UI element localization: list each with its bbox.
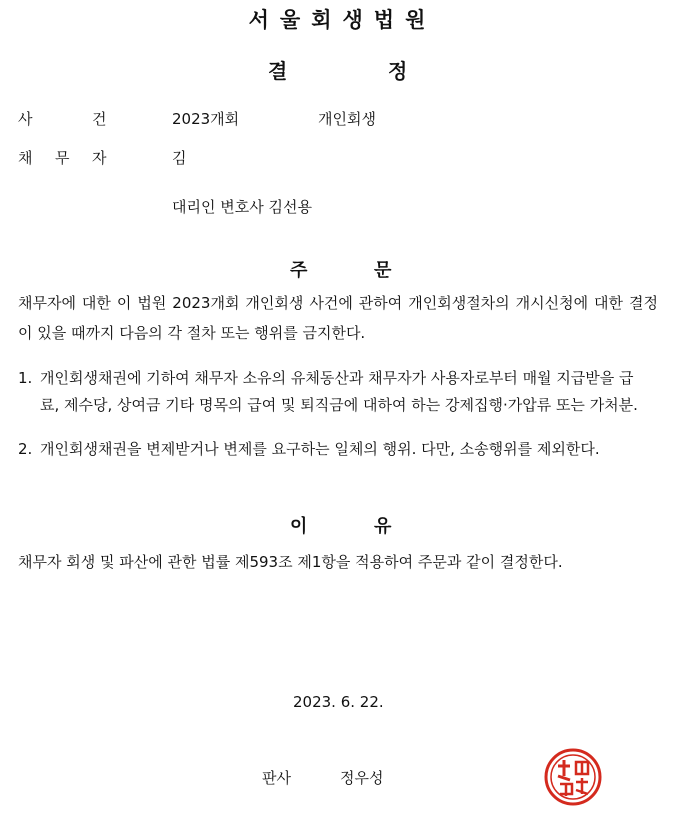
order-heading-part2: 문 [374, 260, 392, 281]
case-label-char-2: 건 [92, 110, 107, 128]
order-body: 채무자에 대한 이 법원 2023개회 개인회생 사건에 관하여 개인회생절차의 개시신청에 대한 결정이 있을 때까지 다음의 각 절차 또는 행위를 금지한다. [18, 294, 658, 342]
debtor-label-char-3: 자 [92, 149, 107, 167]
document-title-part1: 결 [268, 59, 288, 83]
case-number: 2023개회 [172, 110, 240, 128]
judge-name: 정우성 [340, 769, 384, 787]
court-name: 서울회생법원 [248, 8, 437, 32]
debtor-name: 김 [172, 149, 187, 167]
reason-heading-part2: 유 [374, 516, 392, 537]
case-label-char-1: 사 [18, 110, 33, 128]
order-item-1 [18, 365, 648, 419]
reason-heading-part1: 이 [290, 516, 308, 537]
document-title-part2: 정 [388, 59, 408, 83]
order-item-2-number: 2. [18, 440, 33, 458]
debtor-label-char-1: 채 [18, 149, 33, 167]
reason-body: 채무자 회생 및 파산에 관한 법률 제593조 제1항을 적용하여 주문과 같이 결정한다. [18, 553, 563, 571]
order-item-2 [18, 436, 648, 463]
order-heading-part1: 주 [290, 260, 308, 281]
decision-date: 2023. 6. 22. [293, 693, 384, 711]
debtor-agent: 대리인 변호사 김선용 [172, 198, 312, 216]
case-type: 개인회생 [318, 110, 376, 128]
order-item-1-text: 개인회생채권에 기하여 채무자 소유의 유체동산과 채무자가 사용자로부터 매월 지급받을 급료, 제수당, 상여금 기타 명목의 급여 및 퇴직금에 대하여 하는 강제집행·가압류 또는 가처분. [40, 369, 638, 414]
order-item-2-text: 개인회생채권을 변제받거나 변제를 요구하는 일체의 행위. 다만, 소송행위를 제외한다. [40, 440, 600, 458]
debtor-label-char-2: 무 [55, 149, 70, 167]
order-item-1-number: 1. [18, 369, 33, 387]
judge-title: 판사 [262, 769, 291, 787]
judge-seal-stamp [542, 746, 604, 808]
